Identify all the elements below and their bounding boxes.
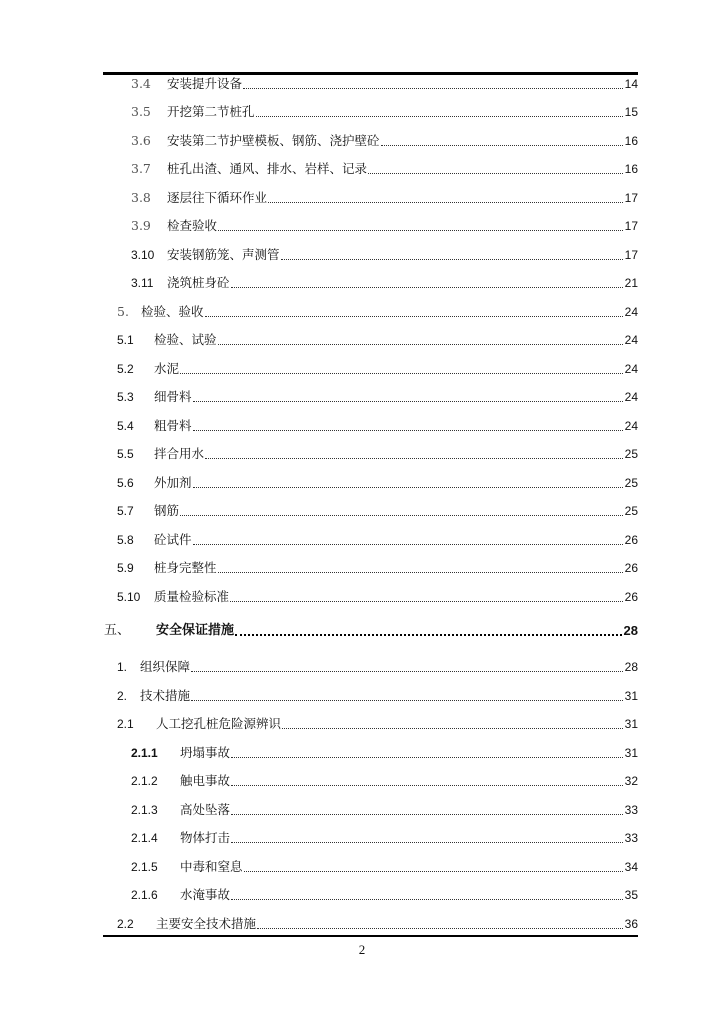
toc-entry-page: 25	[624, 447, 638, 461]
toc-entry-page: 16	[624, 162, 638, 176]
toc-entry-number: 5.9	[117, 561, 134, 575]
toc-entry-page: 24	[624, 333, 638, 347]
toc-entry-number: 3.10	[131, 248, 155, 262]
toc-entry-number: 2.2	[117, 917, 134, 931]
toc-entry[interactable]	[0, 72, 638, 92]
toc-leader-dots	[180, 373, 623, 374]
toc-entry-page: 25	[624, 476, 638, 490]
toc-entry[interactable]	[0, 556, 638, 576]
toc-leader-dots	[218, 572, 623, 573]
toc-entry-page: 17	[624, 219, 638, 233]
toc-leader-dots	[243, 88, 623, 89]
toc-entry[interactable]	[0, 912, 638, 932]
toc-entry-title: 组织保障	[140, 659, 191, 674]
toc-entry[interactable]	[0, 129, 638, 149]
toc-leader-dots	[231, 899, 623, 900]
toc-entry[interactable]	[0, 528, 638, 548]
toc-leader-dots	[235, 634, 622, 636]
toc-leader-dots	[218, 344, 623, 345]
toc-entry-title: 逐层往下循环作业	[167, 190, 268, 205]
footer-rule	[103, 935, 638, 937]
toc-entry[interactable]	[0, 243, 638, 263]
toc-entry-page: 26	[624, 533, 638, 547]
toc-entry-title: 人工挖孔桩危险源辨识	[156, 716, 282, 731]
toc-entry-number: 3.4	[131, 76, 151, 91]
toc-entry-page: 21	[624, 276, 638, 290]
toc-entry-page: 26	[624, 561, 638, 575]
toc-entry-page: 34	[624, 860, 638, 874]
toc-entry-number: 2.	[117, 689, 128, 703]
toc-entry-number: 3.7	[131, 161, 151, 176]
toc-entry-page: 26	[624, 590, 638, 604]
toc-entry[interactable]	[0, 655, 638, 675]
toc-entry[interactable]	[0, 826, 638, 846]
toc-entry-number: 5.5	[117, 447, 134, 461]
toc-entry-number: 5.4	[117, 419, 134, 433]
toc-entry-page: 24	[624, 419, 638, 433]
toc-entry-title: 主要安全技术措施	[156, 916, 257, 931]
toc-entry[interactable]	[0, 712, 638, 732]
toc-entry-title: 检查验收	[167, 218, 218, 233]
toc-entry-number: 5.8	[117, 533, 134, 547]
toc-entry-number: 2.1.5	[131, 860, 158, 874]
toc-leader-dots	[193, 430, 623, 431]
toc-entry-number: 5.	[117, 304, 129, 319]
toc-entry[interactable]	[0, 100, 638, 120]
toc-leader-dots	[268, 202, 623, 203]
toc-leader-dots	[244, 871, 623, 872]
toc-entry-title: 粗骨料	[154, 418, 192, 433]
toc-entry-title: 钢筋	[154, 503, 180, 518]
toc-entry[interactable]	[0, 741, 638, 761]
toc-entry-number: 3.9	[131, 218, 151, 233]
toc-entry-number: 2.1.2	[131, 774, 158, 788]
toc-entry-title: 中毒和窒息	[180, 859, 243, 874]
toc-entry-page: 24	[624, 305, 638, 319]
toc-entry-page: 31	[624, 717, 638, 731]
toc-leader-dots	[282, 728, 623, 729]
toc-entry-title: 检验、验收	[141, 304, 204, 319]
toc-entry-title: 浇筑桩身砼	[167, 275, 230, 290]
toc-entry-number: 5.2	[117, 362, 134, 376]
toc-entry[interactable]	[0, 499, 638, 519]
toc-leader-dots	[191, 671, 623, 672]
toc-entry-number: 5.6	[117, 476, 134, 490]
toc-entry-page: 31	[624, 746, 638, 760]
toc-entry-number: 3.11	[131, 276, 154, 290]
toc-leader-dots	[205, 316, 623, 317]
page-number: 2	[358, 942, 366, 957]
toc-leader-dots	[191, 700, 623, 701]
toc-entry-number: 3.5	[131, 104, 151, 119]
toc-entry-number: 5.3	[117, 390, 134, 404]
toc-entry[interactable]	[0, 585, 638, 605]
toc-leader-dots	[231, 814, 623, 815]
toc-entry-title: 坍塌事故	[180, 745, 231, 760]
toc-entry-title: 外加剂	[154, 475, 192, 490]
toc-entry-title: 水泥	[154, 361, 180, 376]
toc-entry-page: 16	[624, 134, 638, 148]
toc-entry-page: 24	[624, 390, 638, 404]
toc-entry-title: 桩身完整性	[154, 560, 217, 575]
toc-entry-page: 33	[624, 803, 638, 817]
toc-leader-dots	[193, 487, 623, 488]
toc-entry-number: 2.1.1	[131, 746, 158, 760]
toc-leader-dots	[281, 259, 623, 260]
toc-entry-title: 安装钢筋笼、声测管	[167, 247, 280, 262]
toc-entry-title: 安装第二节护壁模板、钢筋、浇护壁砼	[167, 133, 380, 148]
toc-entry-title: 物体打击	[180, 830, 231, 845]
toc-leader-dots	[193, 544, 623, 545]
toc-entry-number: 2.1.3	[131, 803, 158, 817]
toc-entry[interactable]	[0, 186, 638, 206]
toc-entry-title: 质量检验标准	[154, 589, 230, 604]
toc-leader-dots	[257, 928, 623, 929]
toc-entry-page: 15	[624, 105, 638, 119]
toc-entry-title: 安装提升设备	[167, 76, 243, 91]
toc-entry[interactable]	[0, 855, 638, 875]
toc-entry-number: 5.7	[117, 504, 134, 518]
toc-entry-number: 5.10	[117, 590, 141, 604]
toc-leader-dots	[218, 230, 623, 231]
toc-entry[interactable]	[0, 684, 638, 704]
toc-entry[interactable]	[0, 442, 638, 462]
toc-leader-dots	[193, 401, 623, 402]
toc-entry[interactable]	[0, 385, 638, 405]
toc-entry-page: 35	[624, 888, 638, 902]
toc-entry[interactable]	[0, 414, 638, 434]
toc-entry-page: 28	[623, 623, 638, 638]
toc-leader-dots	[205, 458, 623, 459]
toc-leader-dots	[231, 842, 623, 843]
toc-entry-title: 触电事故	[180, 773, 231, 788]
toc-entry[interactable]	[0, 300, 638, 320]
toc-entry-title: 高处坠落	[180, 802, 231, 817]
toc-entry-title: 水淹事故	[180, 887, 231, 902]
toc-entry-page: 32	[624, 774, 638, 788]
toc-chapter-entry[interactable]	[0, 619, 638, 639]
toc-entry-title: 安全保证措施	[156, 623, 235, 638]
toc-leader-dots	[368, 173, 623, 174]
toc-entry-page: 33	[624, 831, 638, 845]
toc-entry-page: 24	[624, 362, 638, 376]
toc-entry-page: 31	[624, 689, 638, 703]
toc-entry-number: 5.1	[117, 333, 134, 347]
toc-entry-title: 开挖第二节桩孔	[167, 104, 255, 119]
toc-entry-number: 五、	[104, 623, 131, 638]
toc-entry[interactable]	[0, 357, 638, 377]
toc-leader-dots	[180, 515, 623, 516]
toc-entry[interactable]	[0, 157, 638, 177]
toc-entry-number: 2.1.4	[131, 831, 158, 845]
toc-entry-number: 2.1.6	[131, 888, 158, 902]
toc-entry-page: 28	[624, 660, 638, 674]
toc-entry-title: 细骨料	[154, 389, 192, 404]
toc-entry-page: 14	[624, 77, 638, 91]
toc-entry-number: 1.	[117, 660, 128, 674]
toc-entry-number: 3.6	[131, 133, 151, 148]
toc-leader-dots	[231, 757, 623, 758]
toc-entry-title: 桩孔出渣、通风、排水、岩样、记录	[167, 161, 368, 176]
toc-entry-title: 技术措施	[140, 688, 191, 703]
toc-entry[interactable]	[0, 769, 638, 789]
toc-entry-title: 砼试件	[154, 532, 192, 547]
toc-entry[interactable]	[0, 271, 638, 291]
toc-entry-page: 17	[624, 248, 638, 262]
toc-leader-dots	[231, 287, 623, 288]
toc-leader-dots	[256, 116, 623, 117]
toc-entry[interactable]	[0, 328, 638, 348]
toc-entry-number: 2.1	[117, 717, 134, 731]
toc-entry[interactable]	[0, 798, 638, 818]
toc-entry[interactable]	[0, 214, 638, 234]
toc-leader-dots	[381, 145, 623, 146]
toc-entry-page: 36	[624, 917, 638, 931]
toc-entry-page: 17	[624, 191, 638, 205]
toc-entry[interactable]	[0, 883, 638, 903]
toc-entry-number: 3.8	[131, 190, 151, 205]
toc-entry-title: 拌合用水	[154, 446, 205, 461]
toc-leader-dots	[230, 601, 623, 602]
toc-entry-title: 检验、试验	[154, 332, 217, 347]
toc-leader-dots	[231, 785, 623, 786]
toc-entry[interactable]	[0, 471, 638, 491]
toc-entry-page: 25	[624, 504, 638, 518]
